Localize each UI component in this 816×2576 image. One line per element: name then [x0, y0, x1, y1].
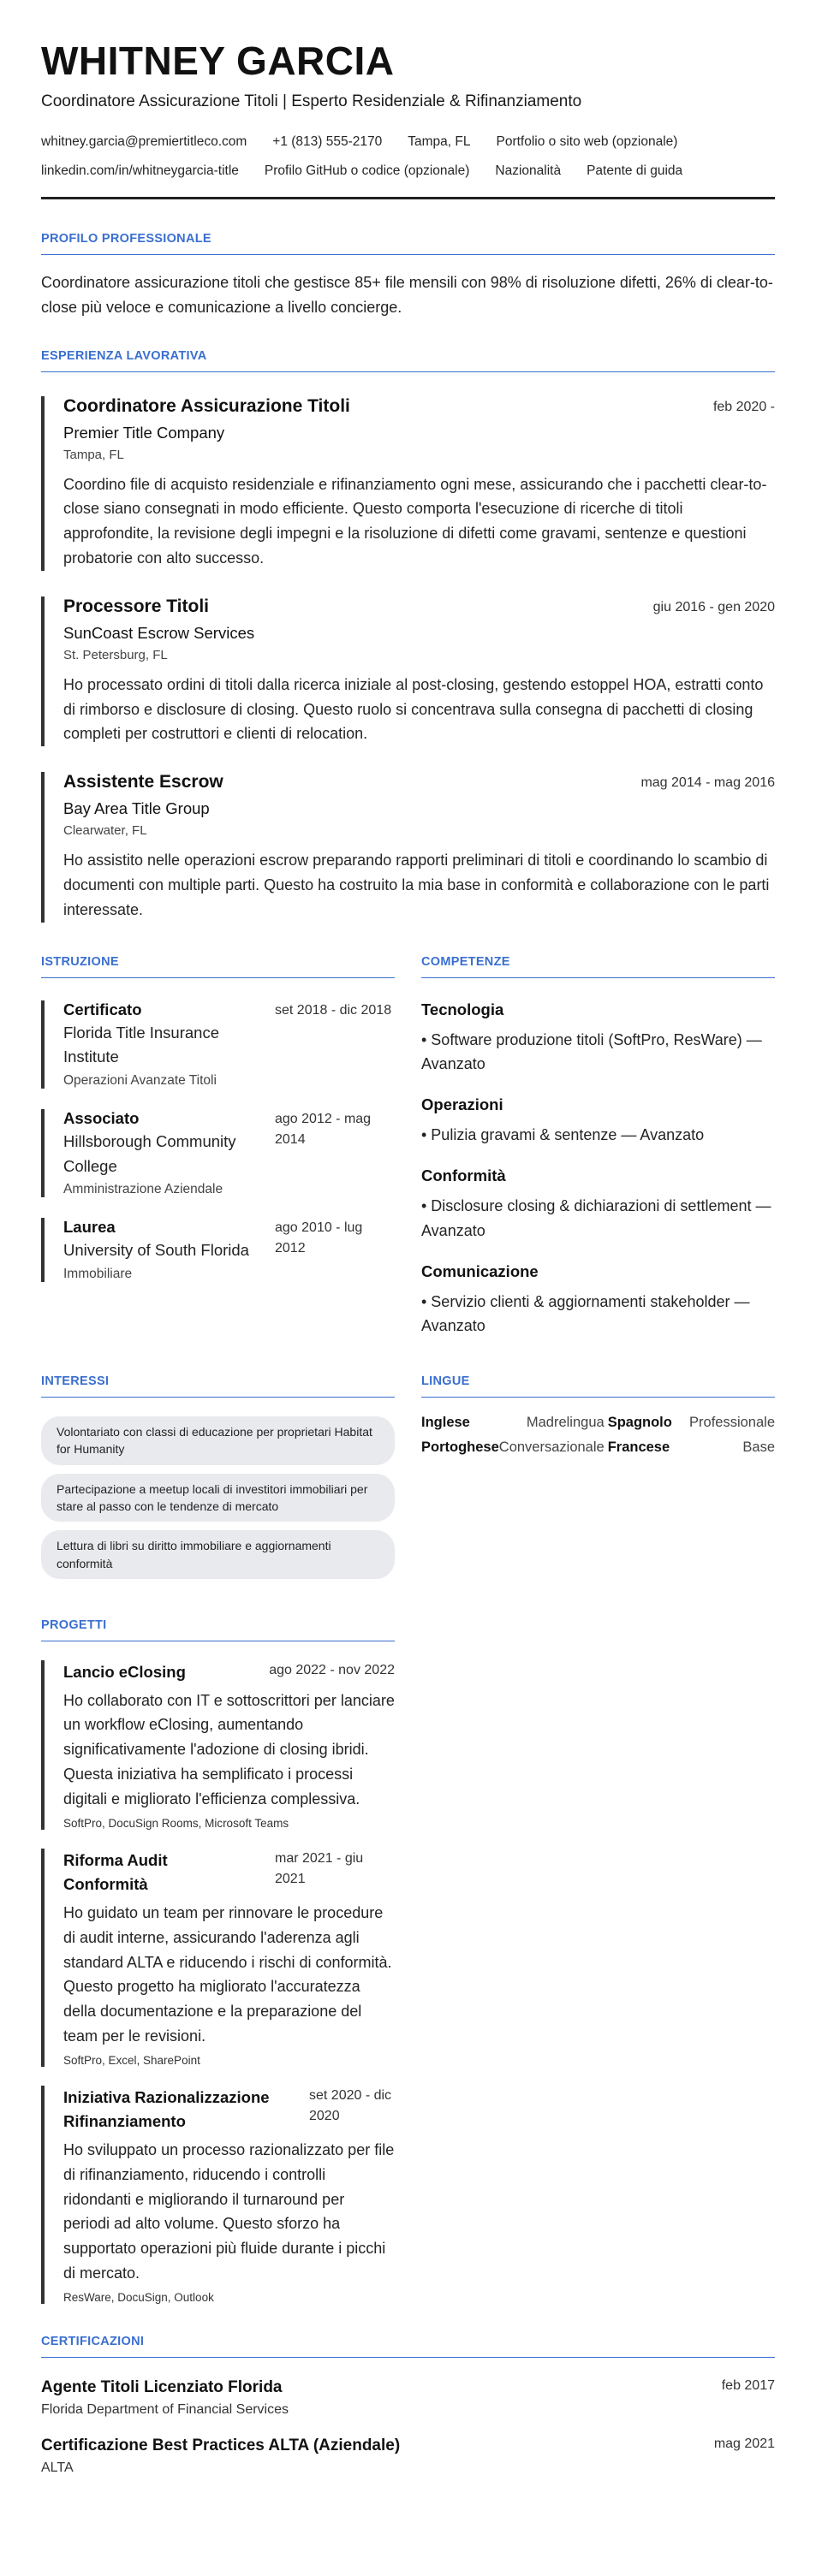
certification-issuer: ALTA	[41, 2460, 74, 2475]
skill-group	[421, 1095, 775, 1148]
language-level: Madrelingua	[526, 1415, 605, 1431]
language-name: Francese	[607, 1439, 670, 1456]
driving-license: Patente di guida	[587, 163, 683, 178]
language-level: Professionale	[689, 1415, 775, 1431]
github-link[interactable]: Profilo GitHub o codice (opzionale)	[264, 163, 470, 178]
education-degree: Associato	[63, 1108, 140, 1127]
project-date: ago 2022 - nov 2022	[269, 1662, 395, 1677]
language-entry	[421, 1439, 608, 1456]
certification-name: Certificazione Best Practices ALTA (Aziendale)	[41, 2436, 401, 2454]
candidate-name: WHITNEY GARCIA	[41, 39, 395, 83]
education-date: set 2018 - dic 2018	[275, 1002, 392, 1018]
job-location: Tampa, FL	[63, 447, 124, 462]
job-entry	[41, 396, 775, 571]
interest-tag: Partecipazione a meetup locali di investitori immobiliari per stare al passo con le tendenze di mercato	[41, 1474, 395, 1522]
language-name: Spagnolo	[607, 1415, 672, 1431]
job-description: Coordino file di acquisto residenziale e rifinanziamento ogni mese, assicurando che i pacchetti clear-to-close siano consegnati in modo efficiente. Questo comporta l'esecuzione di ricerche di titoli approfondite, la revisione degli impegni e la risoluzione di difetti come gravami, sentenze e questioni probatorie con alto successo.	[63, 475, 767, 567]
section-title-experience: ESPERIENZA LAVORATIVA	[41, 349, 775, 372]
language-entry	[421, 1415, 608, 1431]
language-entry	[608, 1439, 775, 1456]
project-entry	[41, 1849, 395, 2067]
job-date: mag 2014 - mag 2016	[640, 775, 775, 791]
skill-category: Comunicazione	[421, 1261, 539, 1280]
certification-date: feb 2017	[721, 2377, 775, 2393]
education-entry	[41, 1000, 395, 1089]
education-entry	[41, 1218, 395, 1282]
section-title-education: ISTRUZIONE	[41, 955, 395, 978]
language-name: Portoghese	[421, 1439, 499, 1456]
portfolio-link[interactable]: Portfolio o sito web (opzionale)	[496, 134, 678, 149]
job-location: St. Petersburg, FL	[63, 647, 168, 662]
project-entry	[41, 2086, 395, 2304]
interest-tag: Lettura di libri su diritto immobiliare e aggiornamenti conformità	[41, 1530, 395, 1579]
email-link[interactable]: whitney.garcia@premiertitleco.com	[41, 134, 247, 149]
skill-group	[421, 1000, 775, 1077]
certification-issuer: Florida Department of Financial Services	[41, 2401, 289, 2417]
job-location: Clearwater, FL	[63, 823, 147, 839]
project-date: set 2020 - dic 2020	[309, 2087, 392, 2123]
education-field: Amministrazione Aziendale	[63, 1182, 223, 1197]
job-company: Premier Title Company	[63, 423, 225, 442]
section-title-profile: PROFILO PROFESSIONALE	[41, 232, 775, 255]
education-column	[41, 955, 395, 1358]
section-title-certifications: CERTIFICAZIONI	[41, 2335, 775, 2358]
project-description: Ho sviluppato un processo razionalizzato per file di rifinanziamento, riducendo i controlli ridondanti e migliorando il turnaround per periodi ad alto volume. Questo sforzo ha supportato operazioni più fluide durante i picchi di mercato.	[63, 2141, 395, 2282]
project-tools: SoftPro, Excel, SharePoint	[63, 2053, 200, 2067]
education-entry	[41, 1109, 395, 1197]
skill-group	[421, 1166, 775, 1243]
language-entry	[608, 1415, 775, 1431]
project-title: Lancio eClosing	[63, 1662, 186, 1681]
education-field: Immobiliare	[63, 1266, 133, 1281]
education-degree: Certificato	[63, 1000, 142, 1018]
certification-entry	[41, 2437, 775, 2476]
certification-name: Agente Titoli Licenziato Florida	[41, 2377, 283, 2396]
education-date: ago 2012 - mag 2014	[275, 1111, 372, 1147]
education-field: Operazioni Avanzate Titoli	[63, 1072, 217, 1088]
project-description: Ho collaborato con IT e sottoscrittori per lanciare un workflow eClosing, aumentando significativamente l'adozione di closing ibridi. Questa iniziativa ha semplificato i processi digitali e migliorato l'efficienza complessiva.	[63, 1691, 395, 1807]
skills-column	[421, 955, 775, 1358]
project-description: Ho guidato un team per rinnovare le procedure di audit interne, assicurando l'aderenza agli standard ALTA e riducendo i rischi di conformità. Questo progetto ha migliorato l'accuratezza della documentazione e la preparazione del team per le revisioni.	[63, 1903, 392, 2045]
project-tools: ResWare, DocuSign, Outlook	[63, 2290, 214, 2304]
projects-section	[41, 1618, 395, 2304]
section-title-languages: LINGUE	[421, 1374, 775, 1398]
skill-item: • Disclosure closing & dichiarazioni di settlement — Avanzato	[421, 1196, 771, 1239]
profile-summary: Coordinatore assicurazione titoli che gestisce 85+ file mensili con 98% di risoluzione difetti, 26% di clear-to-close più veloce e comunicazione a livello concierge.	[41, 274, 773, 316]
job-date: giu 2016 - gen 2020	[652, 599, 775, 614]
job-title: Processore Titoli	[63, 596, 210, 616]
linkedin-link[interactable]: linkedin.com/in/whitneygarcia-title	[41, 163, 239, 178]
contact-info	[41, 135, 775, 177]
skill-item: • Pulizia gravami & sentenze — Avanzato	[421, 1126, 705, 1144]
job-entry	[41, 597, 775, 746]
job-date: feb 2020 -	[712, 399, 775, 414]
language-level: Conversazionale	[498, 1439, 605, 1456]
job-entry	[41, 772, 775, 922]
certification-entry	[41, 2378, 775, 2418]
section-title-interests: INTERESSI	[41, 1374, 395, 1398]
skill-group	[421, 1262, 775, 1339]
certification-date: mag 2021	[713, 2436, 775, 2451]
language-name: Inglese	[421, 1415, 470, 1431]
skill-category: Conformità	[421, 1166, 506, 1184]
project-entry	[41, 1660, 395, 1830]
project-title: Riforma Audit Conformità	[63, 1850, 168, 1894]
candidate-title: Coordinatore Assicurazione Titoli | Esperto Residenziale & Rifinanziamento	[41, 92, 582, 110]
skill-item: • Software produzione titoli (SoftPro, ResWare) — Avanzato	[421, 1030, 762, 1073]
education-school: Florida Title Insurance Institute	[63, 1023, 220, 1066]
section-title-projects: PROGETTI	[41, 1618, 395, 1641]
project-tools: SoftPro, DocuSign Rooms, Microsoft Teams	[63, 1816, 289, 1830]
job-title: Coordinatore Assicurazione Titoli	[63, 395, 350, 416]
job-title: Assistente Escrow	[63, 772, 223, 792]
job-description: Ho assistito nelle operazioni escrow preparando rapporti preliminari di titoli e coordinando lo scambio di documenti con multiple parti. Questo ha costruito la mia base in conformità e collaborazione con le parti interessate.	[63, 852, 770, 918]
language-level: Base	[742, 1439, 775, 1456]
header-divider	[41, 197, 775, 199]
education-school: University of South Florida	[63, 1241, 249, 1260]
interests-column	[41, 1374, 395, 1588]
job-company: Bay Area Title Group	[63, 799, 210, 818]
education-degree: Laurea	[63, 1218, 116, 1237]
nationality: Nazionalità	[495, 163, 562, 178]
languages-column	[421, 1374, 775, 1588]
section-title-skills: COMPETENZE	[421, 955, 775, 978]
project-date: mar 2021 - giu 2021	[275, 1850, 364, 1886]
skill-category: Tecnologia	[421, 1000, 504, 1018]
job-company: SunCoast Escrow Services	[63, 623, 255, 642]
skill-category: Operazioni	[421, 1095, 503, 1114]
job-description: Ho processato ordini di titoli dalla ricerca iniziale al post-closing, gestendo estoppel HOA, estratti conto di rimborso e disclosure di closing. Questo ruolo si concentrava sulla consegna di pacchetti di closing completi per costruttori e clienti di relocation.	[63, 675, 764, 743]
interest-tag: Volontariato con classi di educazione per proprietari Habitat for Humanity	[41, 1416, 395, 1465]
skill-item: • Servizio clienti & aggiornamenti stakeholder — Avanzato	[421, 1292, 750, 1335]
education-date: ago 2010 - lug 2012	[275, 1220, 363, 1256]
phone-link[interactable]: +1 (813) 555-2170	[272, 134, 383, 149]
project-title: Iniziativa Razionalizzazione Rifinanziamento	[63, 2087, 270, 2131]
education-school: Hillsborough Community College	[63, 1131, 236, 1175]
location: Tampa, FL	[408, 134, 471, 149]
